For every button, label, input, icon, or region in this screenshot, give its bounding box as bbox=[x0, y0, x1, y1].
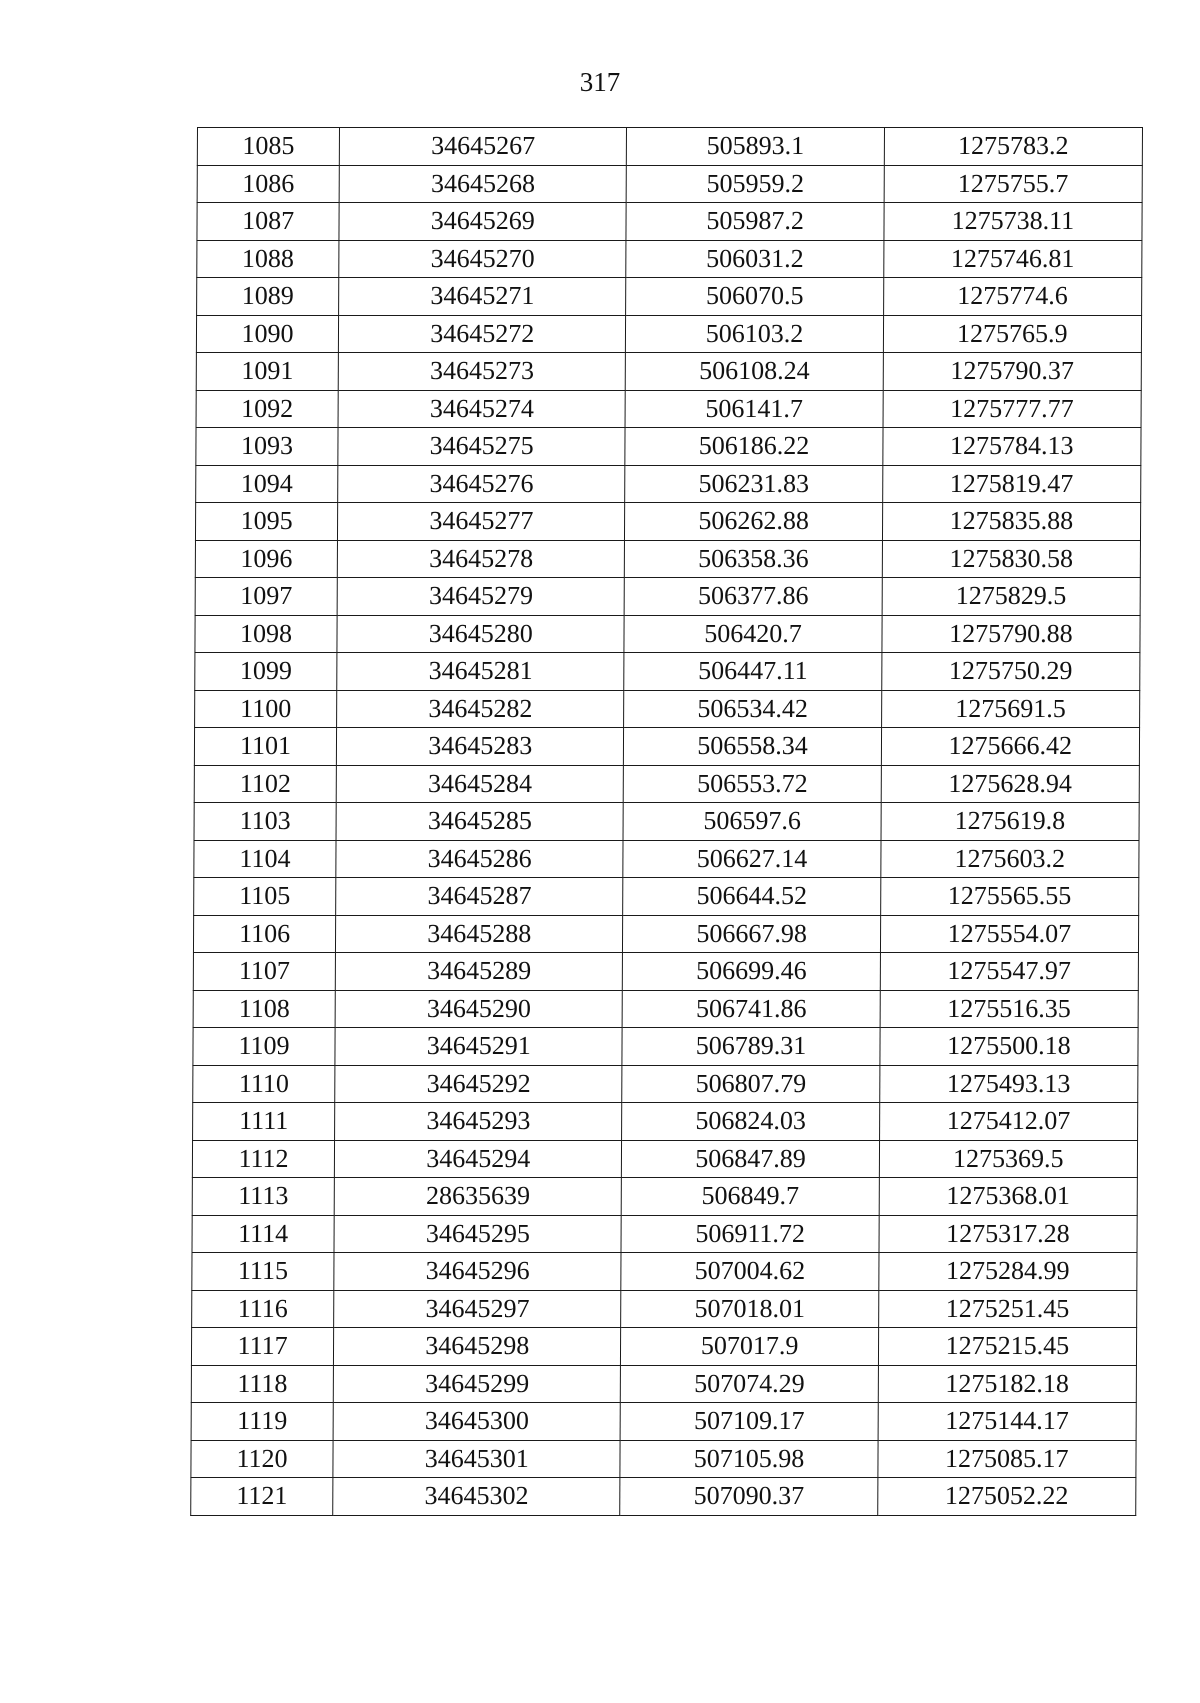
y-coordinate-cell: 1275085.17 bbox=[878, 1440, 1136, 1478]
point-code-cell: 34645302 bbox=[333, 1478, 620, 1516]
y-coordinate-cell: 1275746.81 bbox=[883, 240, 1141, 278]
table-row bbox=[197, 128, 1142, 166]
row-index-cell: 1099 bbox=[195, 653, 337, 691]
x-coordinate-cell: 506031.2 bbox=[626, 240, 883, 278]
y-coordinate-cell: 1275666.42 bbox=[881, 728, 1139, 766]
y-coordinate-cell: 1275412.07 bbox=[879, 1103, 1137, 1141]
row-index-cell: 1093 bbox=[196, 428, 338, 466]
y-coordinate-cell: 1275738.11 bbox=[884, 203, 1142, 241]
point-code-cell: 34645287 bbox=[336, 878, 623, 916]
x-coordinate-cell: 506186.22 bbox=[625, 428, 882, 466]
x-coordinate-cell: 506358.36 bbox=[625, 540, 882, 578]
table-row bbox=[193, 1028, 1138, 1066]
y-coordinate-cell: 1275774.6 bbox=[883, 278, 1141, 316]
y-coordinate-cell: 1275500.18 bbox=[880, 1028, 1138, 1066]
y-coordinate-cell: 1275783.2 bbox=[884, 128, 1142, 166]
x-coordinate-cell: 507004.62 bbox=[621, 1253, 878, 1291]
x-coordinate-cell: 506558.34 bbox=[624, 728, 881, 766]
point-code-cell: 34645282 bbox=[337, 690, 624, 728]
point-code-cell: 34645275 bbox=[338, 428, 625, 466]
x-coordinate-cell: 506644.52 bbox=[623, 878, 880, 916]
x-coordinate-cell: 506807.79 bbox=[622, 1065, 879, 1103]
point-code-cell: 34645298 bbox=[334, 1328, 621, 1366]
row-index-cell: 1106 bbox=[193, 915, 335, 953]
row-index-cell: 1085 bbox=[197, 128, 339, 166]
point-code-cell: 34645299 bbox=[333, 1365, 620, 1403]
y-coordinate-cell: 1275215.45 bbox=[878, 1328, 1136, 1366]
point-code-cell: 34645285 bbox=[336, 803, 623, 841]
table-body bbox=[191, 128, 1143, 1516]
x-coordinate-cell: 507105.98 bbox=[620, 1440, 877, 1478]
row-index-cell: 1109 bbox=[193, 1028, 335, 1066]
row-index-cell: 1090 bbox=[196, 315, 338, 353]
point-code-cell: 34645295 bbox=[334, 1215, 621, 1253]
row-index-cell: 1111 bbox=[193, 1103, 335, 1141]
table-row bbox=[192, 1215, 1137, 1253]
row-index-cell: 1115 bbox=[192, 1253, 334, 1291]
y-coordinate-cell: 1275144.17 bbox=[878, 1403, 1136, 1441]
page-number: 317 bbox=[579, 67, 621, 97]
table-row bbox=[191, 1478, 1136, 1516]
point-code-cell: 34645272 bbox=[339, 315, 626, 353]
table-row bbox=[196, 390, 1141, 428]
table-row bbox=[197, 203, 1142, 241]
table-row bbox=[195, 540, 1140, 578]
table-row bbox=[194, 878, 1139, 916]
x-coordinate-cell: 506534.42 bbox=[624, 690, 881, 728]
row-index-cell: 1112 bbox=[192, 1140, 334, 1178]
x-coordinate-cell: 506377.86 bbox=[625, 578, 882, 616]
x-coordinate-cell: 507017.9 bbox=[621, 1328, 878, 1366]
point-code-cell: 34645279 bbox=[337, 578, 624, 616]
point-code-cell: 34645286 bbox=[336, 840, 623, 878]
row-index-cell: 1098 bbox=[195, 615, 337, 653]
table-row bbox=[193, 953, 1138, 991]
table-row bbox=[195, 503, 1140, 541]
row-index-cell: 1087 bbox=[197, 203, 339, 241]
x-coordinate-cell: 506699.46 bbox=[623, 953, 880, 991]
coordinates-table bbox=[190, 127, 1143, 1516]
row-index-cell: 1121 bbox=[191, 1478, 333, 1516]
x-coordinate-cell: 506849.7 bbox=[622, 1178, 879, 1216]
point-code-cell: 28635639 bbox=[334, 1178, 621, 1216]
y-coordinate-cell: 1275765.9 bbox=[883, 315, 1141, 353]
table-row bbox=[196, 315, 1141, 353]
x-coordinate-cell: 506789.31 bbox=[622, 1028, 879, 1066]
point-code-cell: 34645278 bbox=[337, 540, 624, 578]
table-row bbox=[193, 1065, 1138, 1103]
point-code-cell: 34645281 bbox=[337, 653, 624, 691]
table-row bbox=[195, 578, 1140, 616]
table-row bbox=[197, 240, 1142, 278]
y-coordinate-cell: 1275251.45 bbox=[878, 1290, 1136, 1328]
row-index-cell: 1101 bbox=[194, 728, 336, 766]
table-row bbox=[196, 465, 1141, 503]
point-code-cell: 34645268 bbox=[339, 165, 626, 203]
y-coordinate-cell: 1275777.77 bbox=[883, 390, 1141, 428]
y-coordinate-cell: 1275829.5 bbox=[882, 578, 1140, 616]
point-code-cell: 34645283 bbox=[337, 728, 624, 766]
row-index-cell: 1118 bbox=[191, 1365, 333, 1403]
x-coordinate-cell: 506627.14 bbox=[623, 840, 880, 878]
y-coordinate-cell: 1275750.29 bbox=[881, 653, 1139, 691]
y-coordinate-cell: 1275755.7 bbox=[884, 165, 1142, 203]
x-coordinate-cell: 506741.86 bbox=[623, 990, 880, 1028]
row-index-cell: 1108 bbox=[193, 990, 335, 1028]
point-code-cell: 34645271 bbox=[339, 278, 626, 316]
table-row bbox=[194, 840, 1139, 878]
row-index-cell: 1117 bbox=[191, 1328, 333, 1366]
x-coordinate-cell: 506667.98 bbox=[623, 915, 880, 953]
x-coordinate-cell: 506070.5 bbox=[626, 278, 883, 316]
table-row bbox=[193, 990, 1138, 1028]
x-coordinate-cell: 506141.7 bbox=[625, 390, 882, 428]
point-code-cell: 34645280 bbox=[337, 615, 624, 653]
row-index-cell: 1095 bbox=[195, 503, 337, 541]
y-coordinate-cell: 1275317.28 bbox=[879, 1215, 1137, 1253]
row-index-cell: 1116 bbox=[192, 1290, 334, 1328]
y-coordinate-cell: 1275830.58 bbox=[882, 540, 1140, 578]
y-coordinate-cell: 1275628.94 bbox=[881, 765, 1139, 803]
row-index-cell: 1104 bbox=[194, 840, 336, 878]
row-index-cell: 1114 bbox=[192, 1215, 334, 1253]
table-row bbox=[192, 1178, 1137, 1216]
table-row bbox=[194, 803, 1139, 841]
point-code-cell: 34645274 bbox=[338, 390, 625, 428]
y-coordinate-cell: 1275516.35 bbox=[880, 990, 1138, 1028]
table-row bbox=[197, 165, 1142, 203]
x-coordinate-cell: 506103.2 bbox=[626, 315, 883, 353]
table-row bbox=[191, 1440, 1136, 1478]
x-coordinate-cell: 507074.29 bbox=[621, 1365, 878, 1403]
row-index-cell: 1120 bbox=[191, 1440, 333, 1478]
row-index-cell: 1086 bbox=[197, 165, 339, 203]
row-index-cell: 1105 bbox=[194, 878, 336, 916]
point-code-cell: 34645300 bbox=[333, 1403, 620, 1441]
point-code-cell: 34645296 bbox=[334, 1253, 621, 1291]
table-row bbox=[196, 428, 1141, 466]
table-row bbox=[191, 1365, 1136, 1403]
point-code-cell: 34645294 bbox=[335, 1140, 622, 1178]
x-coordinate-cell: 506231.83 bbox=[625, 465, 882, 503]
point-code-cell: 34645290 bbox=[335, 990, 622, 1028]
point-code-cell: 34645267 bbox=[339, 128, 626, 166]
table-row bbox=[191, 1403, 1136, 1441]
row-index-cell: 1091 bbox=[196, 353, 338, 391]
row-index-cell: 1100 bbox=[195, 690, 337, 728]
point-code-cell: 34645270 bbox=[339, 240, 626, 278]
y-coordinate-cell: 1275619.8 bbox=[881, 803, 1139, 841]
y-coordinate-cell: 1275368.01 bbox=[879, 1178, 1137, 1216]
y-coordinate-cell: 1275819.47 bbox=[882, 465, 1140, 503]
x-coordinate-cell: 506911.72 bbox=[621, 1215, 878, 1253]
point-code-cell: 34645284 bbox=[336, 765, 623, 803]
x-coordinate-cell: 506553.72 bbox=[624, 765, 881, 803]
table-row bbox=[194, 728, 1139, 766]
point-code-cell: 34645288 bbox=[336, 915, 623, 953]
x-coordinate-cell: 505987.2 bbox=[626, 203, 883, 241]
x-coordinate-cell: 506108.24 bbox=[626, 353, 883, 391]
x-coordinate-cell: 507109.17 bbox=[621, 1403, 878, 1441]
y-coordinate-cell: 1275835.88 bbox=[882, 503, 1140, 541]
table-row bbox=[193, 1103, 1138, 1141]
x-coordinate-cell: 506597.6 bbox=[623, 803, 880, 841]
table-row bbox=[195, 653, 1140, 691]
x-coordinate-cell: 506824.03 bbox=[622, 1103, 879, 1141]
row-index-cell: 1113 bbox=[192, 1178, 334, 1216]
point-code-cell: 34645269 bbox=[339, 203, 626, 241]
table-row bbox=[194, 765, 1139, 803]
row-index-cell: 1092 bbox=[196, 390, 338, 428]
row-index-cell: 1094 bbox=[196, 465, 338, 503]
table-row bbox=[193, 915, 1138, 953]
x-coordinate-cell: 505893.1 bbox=[627, 128, 884, 166]
x-coordinate-cell: 507090.37 bbox=[620, 1478, 877, 1516]
x-coordinate-cell: 505959.2 bbox=[627, 165, 884, 203]
y-coordinate-cell: 1275182.18 bbox=[878, 1365, 1136, 1403]
table-row bbox=[196, 353, 1141, 391]
x-coordinate-cell: 506447.11 bbox=[624, 653, 881, 691]
y-coordinate-cell: 1275603.2 bbox=[881, 840, 1139, 878]
y-coordinate-cell: 1275052.22 bbox=[877, 1478, 1135, 1516]
row-index-cell: 1088 bbox=[197, 240, 339, 278]
x-coordinate-cell: 506420.7 bbox=[624, 615, 881, 653]
row-index-cell: 1107 bbox=[193, 953, 335, 991]
x-coordinate-cell: 506847.89 bbox=[622, 1140, 879, 1178]
row-index-cell: 1119 bbox=[191, 1403, 333, 1441]
table-row bbox=[195, 690, 1140, 728]
table-row bbox=[197, 278, 1142, 316]
table-row bbox=[195, 615, 1140, 653]
point-code-cell: 34645277 bbox=[338, 503, 625, 541]
y-coordinate-cell: 1275691.5 bbox=[881, 690, 1139, 728]
table-row bbox=[192, 1290, 1137, 1328]
point-code-cell: 34645301 bbox=[333, 1440, 620, 1478]
y-coordinate-cell: 1275784.13 bbox=[883, 428, 1141, 466]
y-coordinate-cell: 1275790.88 bbox=[882, 615, 1140, 653]
x-coordinate-cell: 507018.01 bbox=[621, 1290, 878, 1328]
point-code-cell: 34645276 bbox=[338, 465, 625, 503]
point-code-cell: 34645273 bbox=[338, 353, 625, 391]
point-code-cell: 34645291 bbox=[335, 1028, 622, 1066]
y-coordinate-cell: 1275369.5 bbox=[879, 1140, 1137, 1178]
y-coordinate-cell: 1275547.97 bbox=[880, 953, 1138, 991]
point-code-cell: 34645292 bbox=[335, 1065, 622, 1103]
row-index-cell: 1089 bbox=[197, 278, 339, 316]
table-row bbox=[192, 1253, 1137, 1291]
row-index-cell: 1103 bbox=[194, 803, 336, 841]
x-coordinate-cell: 506262.88 bbox=[625, 503, 882, 541]
y-coordinate-cell: 1275493.13 bbox=[879, 1065, 1137, 1103]
row-index-cell: 1102 bbox=[194, 765, 336, 803]
y-coordinate-cell: 1275284.99 bbox=[879, 1253, 1137, 1291]
point-code-cell: 34645289 bbox=[335, 953, 622, 991]
y-coordinate-cell: 1275554.07 bbox=[880, 915, 1138, 953]
row-index-cell: 1110 bbox=[193, 1065, 335, 1103]
point-code-cell: 34645297 bbox=[334, 1290, 621, 1328]
row-index-cell: 1096 bbox=[195, 540, 337, 578]
y-coordinate-cell: 1275565.55 bbox=[880, 878, 1138, 916]
table-row bbox=[191, 1328, 1136, 1366]
y-coordinate-cell: 1275790.37 bbox=[883, 353, 1141, 391]
row-index-cell: 1097 bbox=[195, 578, 337, 616]
table-row bbox=[192, 1140, 1137, 1178]
point-code-cell: 34645293 bbox=[335, 1103, 622, 1141]
